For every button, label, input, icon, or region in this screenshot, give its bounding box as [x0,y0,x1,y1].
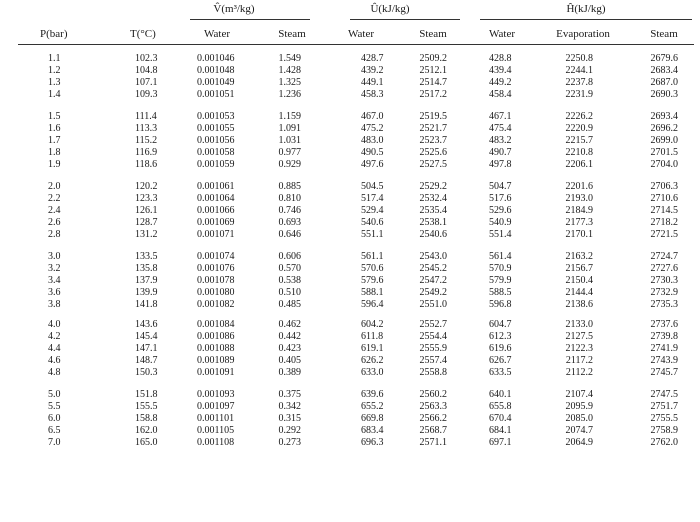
column-header-0: P(bar) [40,28,68,40]
table-cell: 0.001056 [197,135,235,146]
table-cell: 0.538 [278,275,301,286]
table-cell: 449.2 [489,77,512,88]
table-cell: 604.7 [489,319,512,330]
table-cell: 6.5 [48,425,61,436]
table-cell: 0.001084 [197,319,235,330]
table-cell: 1.5 [48,111,61,122]
table-cell: 2170.1 [565,229,593,240]
table-cell: 0.342 [278,401,301,412]
table-cell: 2693.4 [650,111,678,122]
table-cell: 2201.6 [565,181,593,192]
table-cell: 135.8 [135,263,158,274]
table-cell: 2512.1 [419,65,447,76]
table-cell: 604.2 [361,319,384,330]
table-cell: 2210.8 [565,147,593,158]
table-cell: 2.0 [48,181,61,192]
group-header-h: Ĥ(kJ/kg) [566,3,606,15]
table-cell: 640.1 [489,389,512,400]
table-cell: 0.606 [278,251,301,262]
table-cell: 126.1 [135,205,158,216]
table-cell: 2563.3 [419,401,447,412]
table-cell: 475.4 [489,123,512,134]
table-cell: 0.423 [278,343,301,354]
table-cell: 2741.9 [650,343,678,354]
table-cell: 467.1 [489,111,512,122]
table-cell: 1.428 [278,65,301,76]
table-cell: 696.3 [361,437,384,448]
table-cell: 475.2 [361,123,384,134]
table-cell: 540.9 [489,217,512,228]
table-cell: 2706.3 [650,181,678,192]
table-cell: 4.8 [48,367,61,378]
table-cell: 504.7 [489,181,512,192]
table-cell: 1.549 [278,53,301,64]
table-cell: 626.7 [489,355,512,366]
table-cell: 0.001101 [197,413,235,424]
table-cell: 0.001093 [197,389,235,400]
table-cell: 2226.2 [565,111,593,122]
table-cell: 0.001059 [197,159,235,170]
table-cell: 670.4 [489,413,512,424]
table-cell: 2237.8 [565,77,593,88]
table-cell: 107.1 [135,77,158,88]
table-cell: 2517.2 [419,89,447,100]
table-cell: 0.001049 [197,77,235,88]
column-header-3: Steam [278,28,306,40]
table-cell: 3.4 [48,275,61,286]
column-header-2: Water [204,28,230,40]
table-cell: 2743.9 [650,355,678,366]
table-cell: 2730.3 [650,275,678,286]
table-cell: 483.2 [489,135,512,146]
table-cell: 139.9 [135,287,158,298]
table-cell: 2538.1 [419,217,447,228]
table-cell: 2244.1 [565,65,593,76]
table-cell: 458.4 [489,89,512,100]
table-cell: 2687.0 [650,77,678,88]
table-cell: 2521.7 [419,123,447,134]
table-cell: 2535.4 [419,205,447,216]
table-cell: 0.929 [278,159,301,170]
table-cell: 0.001105 [197,425,235,436]
table-cell: 2514.7 [419,77,447,88]
table-cell: 145.4 [135,331,158,342]
table-cell: 2117.2 [565,355,593,366]
table-cell: 2.2 [48,193,61,204]
table-cell: 2527.5 [419,159,447,170]
table-cell: 3.0 [48,251,61,262]
table-cell: 579.6 [361,275,384,286]
table-cell: 2529.2 [419,181,447,192]
table-cell: 2737.6 [650,319,678,330]
column-header-1: T(°C) [130,28,156,40]
table-cell: 2138.6 [565,299,593,310]
table-cell: 104.8 [135,65,158,76]
table-cell: 0.977 [278,147,301,158]
table-cell: 2085.0 [565,413,593,424]
table-cell: 2701.5 [650,147,678,158]
table-cell: 669.8 [361,413,384,424]
table-cell: 150.3 [135,367,158,378]
table-cell: 2.6 [48,217,61,228]
table-cell: 1.8 [48,147,61,158]
table-cell: 2.4 [48,205,61,216]
table-cell: 151.8 [135,389,158,400]
table-cell: 0.001076 [197,263,235,274]
table-cell: 428.7 [361,53,384,64]
table-cell: 7.0 [48,437,61,448]
table-cell: 141.8 [135,299,158,310]
table-cell: 561.4 [489,251,512,262]
table-cell: 2532.4 [419,193,447,204]
table-cell: 684.1 [489,425,512,436]
table-cell: 137.9 [135,275,158,286]
table-cell: 2571.1 [419,437,447,448]
table-cell: 158.8 [135,413,158,424]
table-cell: 497.6 [361,159,384,170]
group-underline-v [190,19,310,20]
table-cell: 633.0 [361,367,384,378]
column-header-8: Steam [650,28,678,40]
table-cell: 2184.9 [565,205,593,216]
table-cell: 2732.9 [650,287,678,298]
table-cell: 2751.7 [650,401,678,412]
table-cell: 0.510 [278,287,301,298]
table-cell: 2095.9 [565,401,593,412]
table-cell: 0.746 [278,205,301,216]
table-cell: 4.6 [48,355,61,366]
table-cell: 2690.3 [650,89,678,100]
table-cell: 0.001088 [197,343,235,354]
table-cell: 1.091 [278,123,301,134]
table-cell: 0.001097 [197,401,235,412]
table-cell: 2525.6 [419,147,447,158]
table-cell: 2540.6 [419,229,447,240]
table-cell: 483.0 [361,135,384,146]
table-cell: 0.646 [278,229,301,240]
table-cell: 2699.0 [650,135,678,146]
header-rule [18,44,694,45]
table-cell: 2739.8 [650,331,678,342]
table-cell: 2107.4 [565,389,593,400]
table-cell: 2064.9 [565,437,593,448]
table-cell: 2557.4 [419,355,447,366]
table-cell: 0.570 [278,263,301,274]
table-cell: 4.2 [48,331,61,342]
table-cell: 697.1 [489,437,512,448]
table-cell: 490.7 [489,147,512,158]
table-cell: 2150.4 [565,275,593,286]
table-cell: 467.0 [361,111,384,122]
table-cell: 4.4 [48,343,61,354]
table-cell: 2721.5 [650,229,678,240]
table-cell: 2558.8 [419,367,447,378]
table-cell: 2555.9 [419,343,447,354]
table-cell: 0.001046 [197,53,235,64]
table-cell: 2747.5 [650,389,678,400]
table-cell: 0.810 [278,193,301,204]
table-cell: 517.6 [489,193,512,204]
table-cell: 2074.7 [565,425,593,436]
table-cell: 5.5 [48,401,61,412]
table-cell: 0.485 [278,299,301,310]
table-cell: 428.8 [489,53,512,64]
table-cell: 2220.9 [565,123,593,134]
table-cell: 1.2 [48,65,61,76]
column-header-7: Evaporation [556,28,610,40]
table-cell: 148.7 [135,355,158,366]
table-cell: 2112.2 [565,367,593,378]
table-cell: 588.1 [361,287,384,298]
column-header-5: Steam [419,28,447,40]
table-cell: 2156.7 [565,263,593,274]
table-cell: 0.001066 [197,205,235,216]
table-cell: 497.8 [489,159,512,170]
table-cell: 5.0 [48,389,61,400]
table-cell: 0.442 [278,331,301,342]
table-cell: 4.0 [48,319,61,330]
table-cell: 529.6 [489,205,512,216]
table-cell: 115.2 [135,135,158,146]
table-cell: 0.001055 [197,123,235,134]
table-cell: 570.9 [489,263,512,274]
group-header-v: V̂(m³/kg) [213,3,255,15]
table-cell: 626.2 [361,355,384,366]
table-cell: 596.4 [361,299,384,310]
table-cell: 0.001051 [197,89,235,100]
table-cell: 2727.6 [650,263,678,274]
table-cell: 118.6 [135,159,158,170]
table-cell: 3.8 [48,299,61,310]
table-cell: 504.5 [361,181,384,192]
table-cell: 2133.0 [565,319,593,330]
table-cell: 0.001058 [197,147,235,158]
group-header-u: Û(kJ/kg) [370,3,410,15]
table-cell: 540.6 [361,217,384,228]
table-cell: 165.0 [135,437,158,448]
table-cell: 2724.7 [650,251,678,262]
table-cell: 131.2 [135,229,158,240]
table-cell: 612.3 [489,331,512,342]
table-cell: 551.1 [361,229,384,240]
table-cell: 1.159 [278,111,301,122]
table-cell: 0.885 [278,181,301,192]
table-cell: 2545.2 [419,263,447,274]
table-cell: 1.031 [278,135,301,146]
table-cell: 588.5 [489,287,512,298]
table-cell: 611.8 [361,331,384,342]
table-cell: 529.4 [361,205,384,216]
table-cell: 2177.3 [565,217,593,228]
table-cell: 2543.0 [419,251,447,262]
table-cell: 517.4 [361,193,384,204]
table-cell: 683.4 [361,425,384,436]
table-cell: 2231.9 [565,89,593,100]
table-cell: 639.6 [361,389,384,400]
table-cell: 109.3 [135,89,158,100]
table-cell: 2704.0 [650,159,678,170]
table-cell: 561.1 [361,251,384,262]
table-cell: 619.6 [489,343,512,354]
table-cell: 655.8 [489,401,512,412]
table-cell: 143.6 [135,319,158,330]
table-cell: 0.001091 [197,367,235,378]
table-cell: 2568.7 [419,425,447,436]
table-cell: 490.5 [361,147,384,158]
table-cell: 111.4 [135,111,157,122]
table-cell: 619.1 [361,343,384,354]
table-cell: 0.001069 [197,217,235,228]
table-cell: 123.3 [135,193,158,204]
table-cell: 2710.6 [650,193,678,204]
table-cell: 633.5 [489,367,512,378]
table-cell: 2718.2 [650,217,678,228]
table-cell: 2519.5 [419,111,447,122]
table-cell: 120.2 [135,181,158,192]
table-cell: 2560.2 [419,389,447,400]
table-cell: 1.3 [48,77,61,88]
table-cell: 2566.2 [419,413,447,424]
column-header-4: Water [348,28,374,40]
table-cell: 2509.2 [419,53,447,64]
table-cell: 0.389 [278,367,301,378]
table-cell: 6.0 [48,413,61,424]
table-cell: 0.001086 [197,331,235,342]
table-cell: 0.001078 [197,275,235,286]
table-cell: 113.3 [135,123,158,134]
table-cell: 0.001082 [197,299,235,310]
table-cell: 2714.5 [650,205,678,216]
table-cell: 551.4 [489,229,512,240]
table-cell: 0.001080 [197,287,235,298]
table-cell: 2549.2 [419,287,447,298]
group-underline-h [480,19,692,20]
table-cell: 0.693 [278,217,301,228]
table-cell: 2127.5 [565,331,593,342]
table-cell: 0.001071 [197,229,235,240]
table-cell: 458.3 [361,89,384,100]
table-cell: 449.1 [361,77,384,88]
table-cell: 0.292 [278,425,301,436]
table-cell: 2206.1 [565,159,593,170]
table-cell: 1.325 [278,77,301,88]
table-cell: 1.1 [48,53,61,64]
table-cell: 439.2 [361,65,384,76]
table-cell: 2683.4 [650,65,678,76]
table-cell: 2758.9 [650,425,678,436]
table-cell: 3.6 [48,287,61,298]
table-cell: 2552.7 [419,319,447,330]
table-cell: 1.7 [48,135,61,146]
table-cell: 570.6 [361,263,384,274]
table-cell: 2523.7 [419,135,447,146]
table-cell: 579.9 [489,275,512,286]
table-cell: 2193.0 [565,193,593,204]
table-cell: 0.001048 [197,65,235,76]
table-cell: 116.9 [135,147,158,158]
table-cell: 155.5 [135,401,158,412]
table-cell: 2554.4 [419,331,447,342]
table-cell: 0.001074 [197,251,235,262]
table-cell: 2122.3 [565,343,593,354]
table-cell: 0.375 [278,389,301,400]
table-cell: 0.315 [278,413,301,424]
table-cell: 1.4 [48,89,61,100]
table-cell: 2755.5 [650,413,678,424]
table-cell: 2745.7 [650,367,678,378]
table-cell: 0.001064 [197,193,235,204]
table-cell: 2.8 [48,229,61,240]
table-cell: 0.405 [278,355,301,366]
table-cell: 0.001061 [197,181,235,192]
table-cell: 0.001053 [197,111,235,122]
table-cell: 1.6 [48,123,61,134]
table-cell: 2696.2 [650,123,678,134]
column-header-6: Water [489,28,515,40]
table-cell: 2679.6 [650,53,678,64]
table-cell: 1.236 [278,89,301,100]
table-cell: 655.2 [361,401,384,412]
table-cell: 2144.4 [565,287,593,298]
table-cell: 133.5 [135,251,158,262]
table-cell: 0.273 [278,437,301,448]
table-cell: 2735.3 [650,299,678,310]
table-cell: 2215.7 [565,135,593,146]
table-cell: 0.462 [278,319,301,330]
table-cell: 2762.0 [650,437,678,448]
table-cell: 102.3 [135,53,158,64]
group-underline-u [350,19,460,20]
table-cell: 3.2 [48,263,61,274]
table-cell: 147.1 [135,343,158,354]
table-cell: 596.8 [489,299,512,310]
table-cell: 2163.2 [565,251,593,262]
table-cell: 2547.2 [419,275,447,286]
table-cell: 439.4 [489,65,512,76]
table-cell: 0.001108 [197,437,235,448]
table-cell: 162.0 [135,425,158,436]
table-cell: 2250.8 [565,53,593,64]
table-cell: 0.001089 [197,355,235,366]
table-cell: 1.9 [48,159,61,170]
table-cell: 128.7 [135,217,158,228]
table-cell: 2551.0 [419,299,447,310]
